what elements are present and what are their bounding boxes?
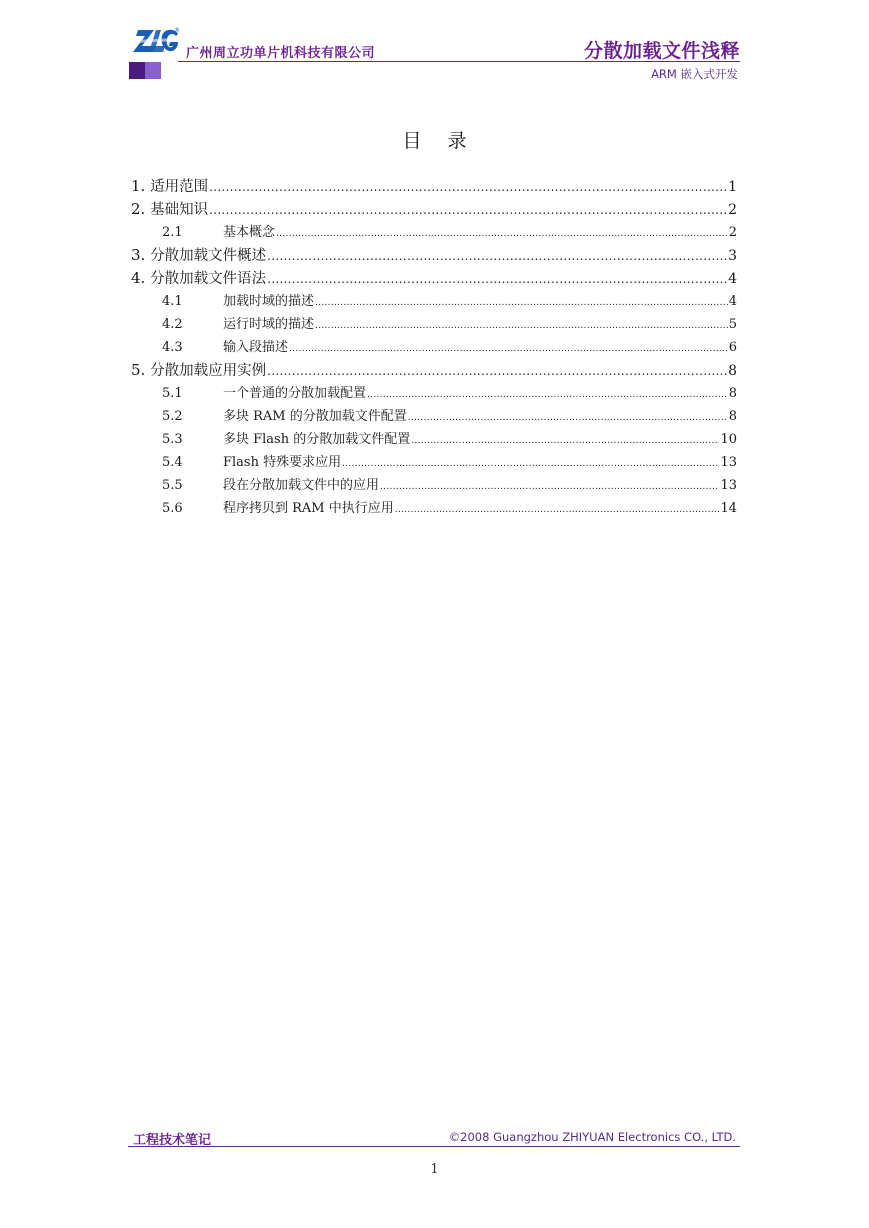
toc-entry[interactable] <box>131 198 737 221</box>
toc-entry[interactable] <box>131 382 737 405</box>
toc-entry-label: 多块 RAM 的分散加载文件配置 <box>223 409 407 424</box>
toc-leader-dots <box>209 176 727 199</box>
footer-notes-label: 工程技术笔记 <box>133 1133 212 1148</box>
toc-entry-number: 3. <box>131 246 146 264</box>
toc-entry-page: 2 <box>728 202 737 218</box>
toc-entry-label: 运行时域的描述 <box>223 317 315 332</box>
zlg-logo-icon <box>132 24 180 60</box>
toc-entry[interactable] <box>131 290 737 313</box>
document-subtitle: ARM 嵌入式开发 <box>651 67 738 81</box>
company-name: 广州周立功单片机科技有限公司 <box>186 46 376 61</box>
toc-entry[interactable] <box>131 474 737 497</box>
toc-entry[interactable] <box>131 359 737 382</box>
toc-entry-number: 2. <box>131 200 146 218</box>
toc-leader-dots <box>395 499 720 522</box>
toc-leader-dots <box>408 407 728 430</box>
toc-entry[interactable] <box>131 336 737 359</box>
toc-entry-number: 5.4 <box>162 455 183 470</box>
toc-entry-page: 13 <box>720 478 737 493</box>
toc-leader-dots <box>367 384 728 407</box>
toc-entry-number: 4.3 <box>162 340 183 355</box>
toc-entry-label: 多块 Flash 的分散加载文件配置 <box>223 432 411 447</box>
toc-entry-page: 8 <box>728 409 737 424</box>
toc-leader-dots <box>267 268 727 291</box>
svg-text:®: ® <box>174 27 180 34</box>
toc-entry-number: 5.5 <box>162 478 183 493</box>
toc-entry-number: 5. <box>131 361 146 379</box>
toc-leader-dots <box>411 430 719 453</box>
toc-entry-number: 4. <box>131 269 146 287</box>
toc-entry-label: 一个普通的分散加载配置 <box>223 386 367 401</box>
toc-leader-dots <box>315 315 728 338</box>
table-of-contents <box>131 175 737 520</box>
toc-entry[interactable] <box>131 405 737 428</box>
toc-entry[interactable] <box>131 244 737 267</box>
toc-entry-page: 8 <box>728 386 737 401</box>
page-footer <box>128 1128 740 1150</box>
toc-entry-number: 1. <box>131 177 146 195</box>
document-title: 分散加载文件浅释 <box>583 40 740 62</box>
toc-entry-label: 程序拷贝到 RAM 中执行应用 <box>223 501 394 516</box>
toc-entry-page: 2 <box>728 225 737 240</box>
toc-leader-dots <box>315 292 728 315</box>
toc-entry-label: 输入段描述 <box>223 340 289 355</box>
toc-entry-number: 5.1 <box>162 386 183 401</box>
toc-entry-number: 4.1 <box>162 294 183 309</box>
toc-entry-page: 4 <box>728 294 737 309</box>
page-header <box>128 22 740 84</box>
toc-leader-dots <box>267 245 727 268</box>
toc-entry-page: 6 <box>728 340 737 355</box>
toc-entry-number: 2.1 <box>162 225 183 240</box>
toc-entry-page: 10 <box>720 432 737 447</box>
toc-entry-label: 适用范围 <box>150 179 209 195</box>
toc-entry-page: 8 <box>728 363 737 379</box>
toc-entry[interactable] <box>131 497 737 520</box>
toc-entry-label: 分散加载文件概述 <box>150 248 267 264</box>
toc-entry[interactable] <box>131 175 737 198</box>
toc-entry-page: 5 <box>728 317 737 332</box>
toc-entry[interactable] <box>131 428 737 451</box>
toc-entry-label: Flash 特殊要求应用 <box>223 455 342 470</box>
toc-entry-number: 4.2 <box>162 317 183 332</box>
toc-leader-dots <box>289 338 728 361</box>
toc-heading: 目 录 <box>402 130 477 152</box>
footer-rule <box>128 1146 740 1147</box>
header-square-dark <box>129 62 145 79</box>
toc-entry-label: 加载时域的描述 <box>223 294 315 309</box>
toc-entry-page: 14 <box>720 501 737 516</box>
toc-entry[interactable] <box>131 221 737 244</box>
toc-entry-number: 5.3 <box>162 432 183 447</box>
toc-entry-page: 3 <box>728 248 737 264</box>
header-rule <box>178 61 740 62</box>
toc-entry-label: 分散加载应用实例 <box>150 363 267 379</box>
footer-copyright: ©2008 Guangzhou ZHIYUAN Electronics CO., LTD. <box>448 1130 736 1144</box>
page-number: 1 <box>430 1162 439 1177</box>
toc-entry[interactable] <box>131 451 737 474</box>
toc-entry-number: 5.2 <box>162 409 183 424</box>
toc-entry-label: 段在分散加载文件中的应用 <box>223 478 380 493</box>
toc-leader-dots <box>276 223 728 246</box>
toc-leader-dots <box>209 199 727 222</box>
toc-entry-page: 4 <box>728 271 737 287</box>
toc-entry-label: 基本概念 <box>223 225 276 240</box>
toc-leader-dots <box>380 476 719 499</box>
toc-entry[interactable] <box>131 267 737 290</box>
toc-entry-label: 分散加载文件语法 <box>150 271 267 287</box>
toc-entry[interactable] <box>131 313 737 336</box>
toc-entry-page: 13 <box>720 455 737 470</box>
toc-leader-dots <box>342 453 719 476</box>
header-square-light <box>145 62 161 79</box>
toc-entry-number: 5.6 <box>162 501 183 516</box>
toc-entry-label: 基础知识 <box>150 202 209 218</box>
toc-entry-page: 1 <box>728 179 737 195</box>
toc-leader-dots <box>267 360 727 383</box>
